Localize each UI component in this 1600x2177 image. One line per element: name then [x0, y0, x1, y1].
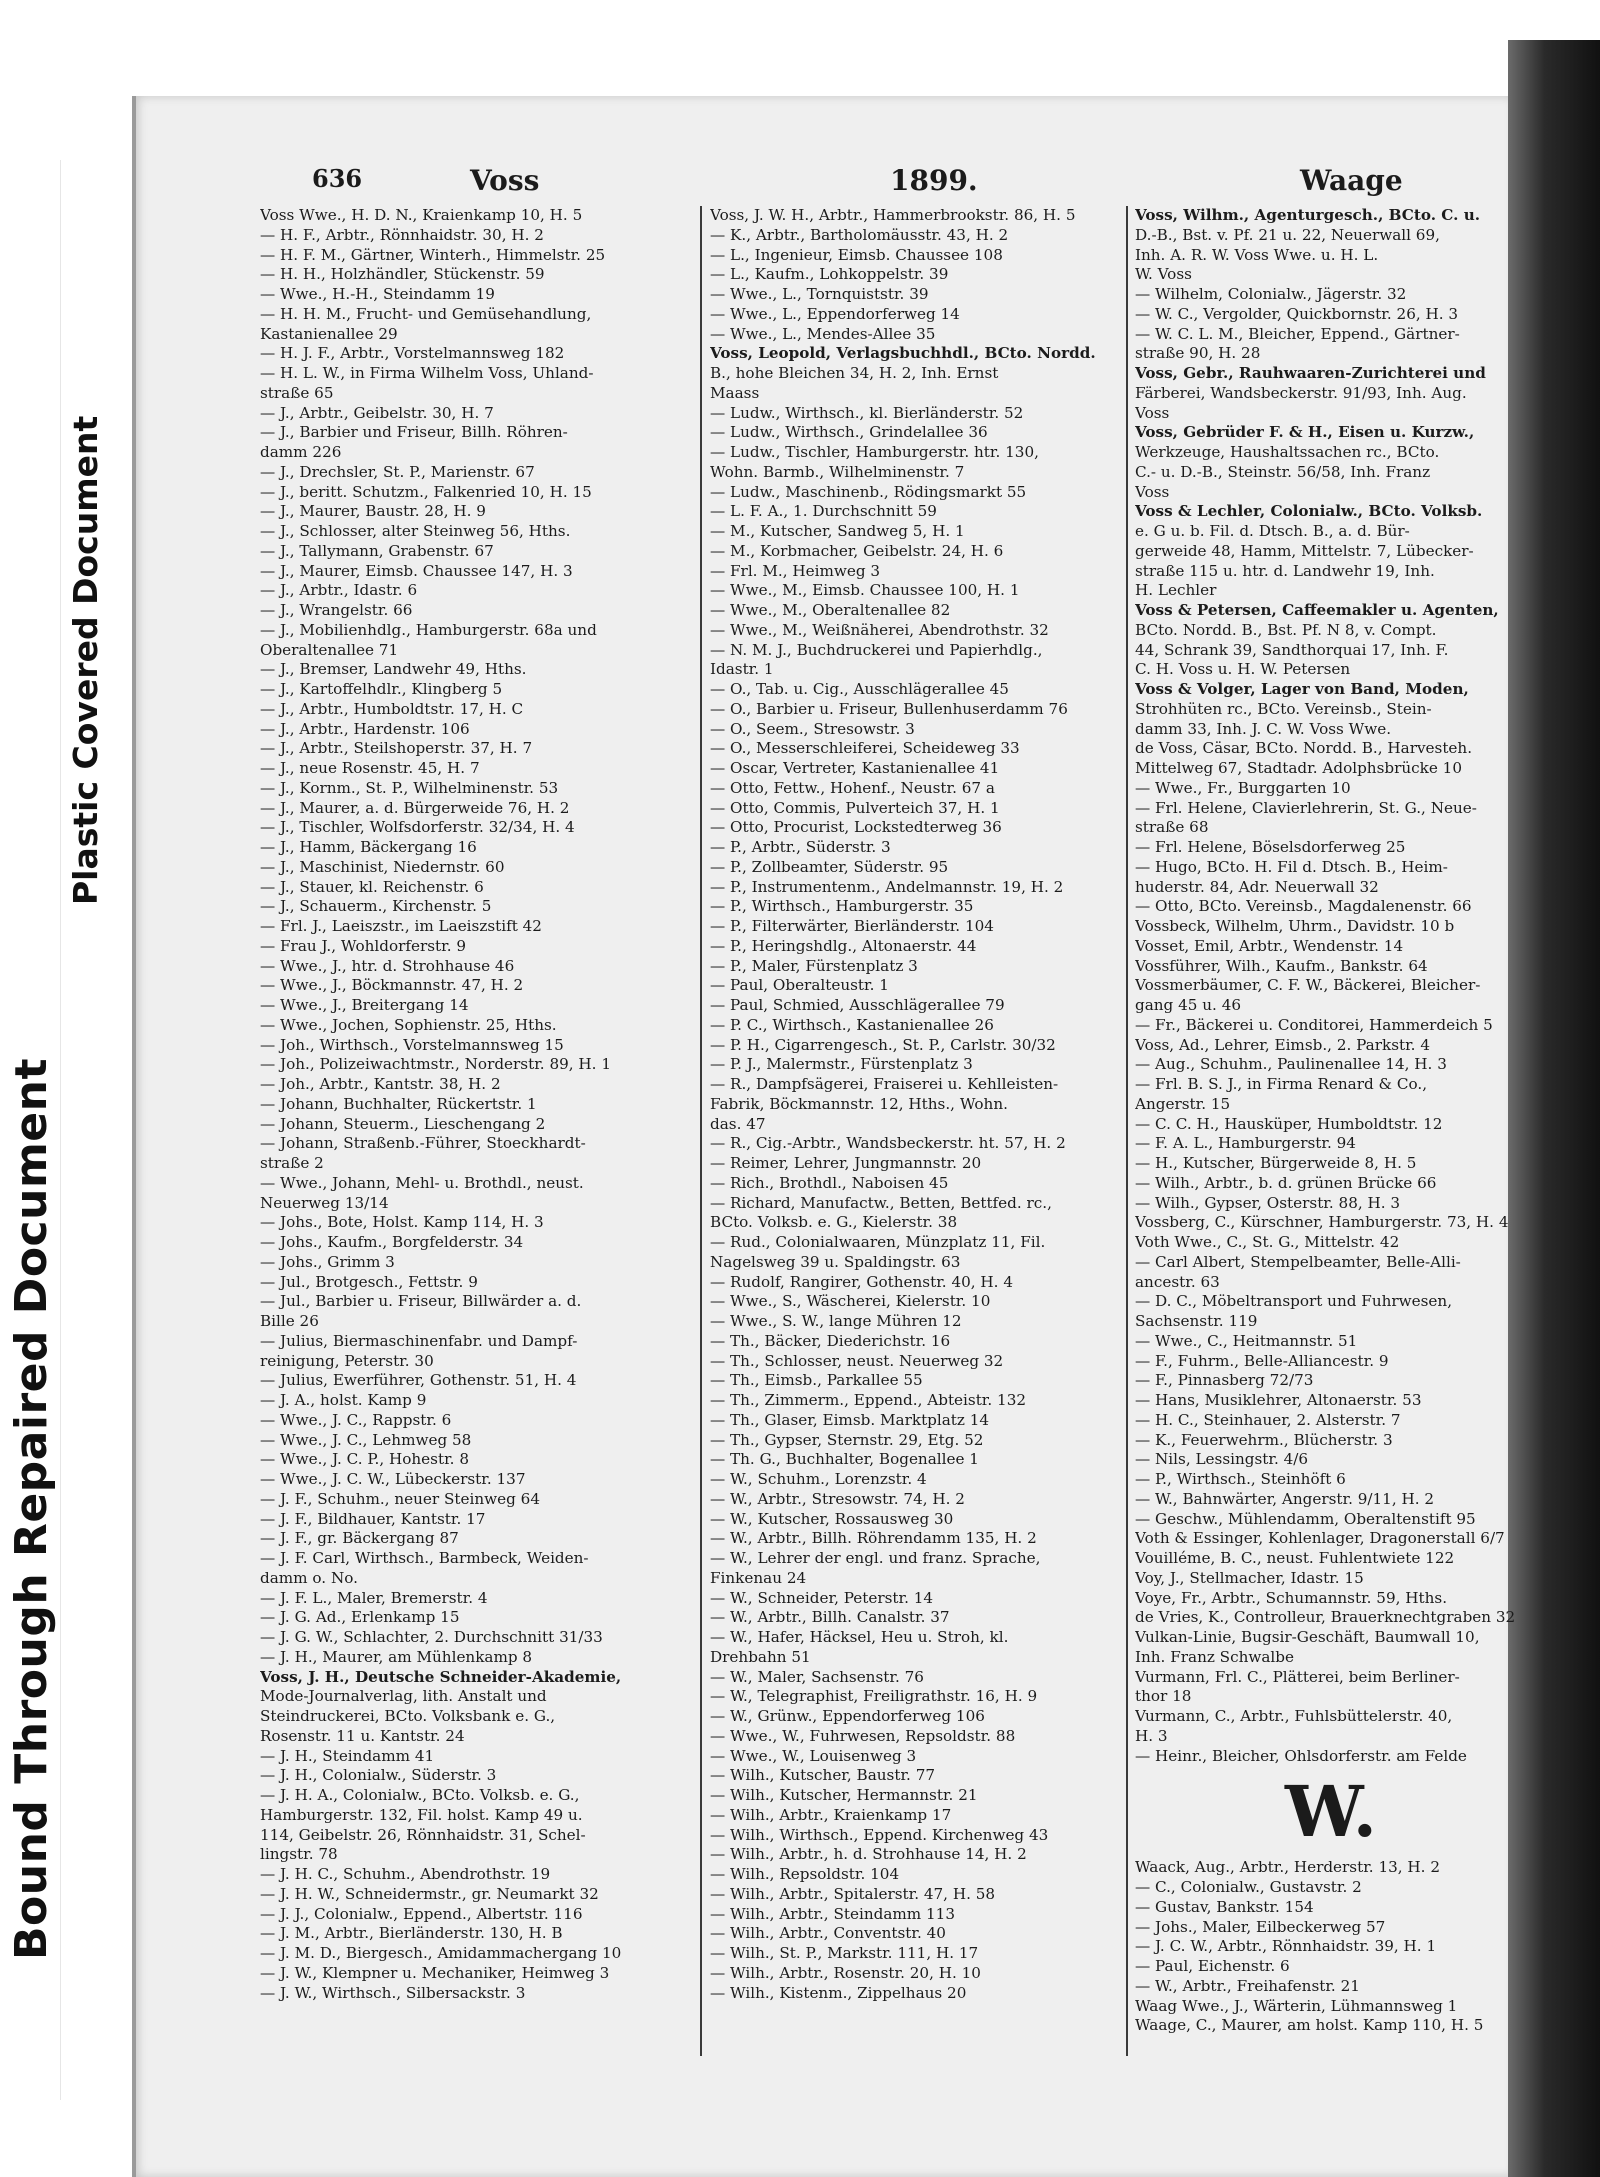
directory-entry-line: — J. F., Bildhauer, Kantstr. 17: [260, 1509, 486, 1528]
directory-entry-line: — Wwe., W., Fuhrwesen, Repsoldstr. 88: [710, 1726, 1016, 1745]
directory-entry-line: — J., Bremser, Landwehr 49, Hths.: [260, 660, 527, 679]
directory-entry-line: damm 226: [260, 443, 342, 461]
directory-entry-line: — Johs., Bote, Holst. Kamp 114, H. 3: [260, 1213, 544, 1232]
directory-entry-line: — Jul., Brotgesch., Fettstr. 9: [260, 1272, 478, 1291]
directory-entry-line: — Aug., Schuhm., Paulinenallee 14, H. 3: [1135, 1055, 1447, 1074]
directory-entry-line: — W., Kutscher, Rossausweg 30: [710, 1509, 954, 1528]
directory-column-left: [260, 206, 652, 2056]
directory-entry-line: — Joh., Polizeiwachtmstr., Norderstr. 89, H. 1: [260, 1055, 611, 1074]
directory-entry-line: — Wwe., L., Eppendorferweg 14: [710, 304, 960, 323]
directory-entry-line: — Wilh., Kutscher, Hermannstr. 21: [710, 1786, 978, 1804]
directory-entry-line: — Wwe., J. C. P., Hohestr. 8: [260, 1450, 469, 1469]
directory-entry-line: Werkzeuge, Haushaltssachen rc., BCto.: [1135, 443, 1440, 461]
directory-entry-line: — J. C. W., Arbtr., Rönnhaidstr. 39, H. 1: [1135, 1937, 1437, 1956]
directory-entry-line: — Th., Gypser, Sternstr. 29, Etg. 52: [710, 1430, 984, 1449]
directory-entry-line: — Julius, Biermaschinenfabr. und Dampf-: [260, 1331, 578, 1350]
directory-entry-line: — Wilh., Arbtr., Spitalerstr. 47, H. 58: [710, 1884, 996, 1903]
header-right-keyword: Waage: [1300, 164, 1403, 197]
directory-entry-line: — P., Wirthsch., Steinhöft 6: [1135, 1470, 1346, 1488]
directory-entry-line: straße 68: [1135, 818, 1209, 837]
directory-entry-line: BCto. Nordd. B., Bst. Pf. N 8, v. Compt.: [1135, 620, 1437, 639]
directory-entry-line: — Fr., Bäckerei u. Conditorei, Hammerdeich 5: [1135, 1015, 1493, 1034]
directory-entry-line: — J., Maschinist, Niedernstr. 60: [260, 857, 505, 876]
directory-entry-line: de Vries, K., Controlleur, Brauerknechtgraben 32: [1135, 1608, 1516, 1627]
directory-entry-line: Vossmerbäumer, C. F. W., Bäckerei, Bleicher-: [1135, 976, 1481, 995]
directory-entry-line: — Wwe., J., Breitergang 14: [260, 996, 469, 1014]
header-left-keyword: Voss: [470, 164, 540, 197]
directory-entry-line: Voss: [1135, 403, 1170, 422]
directory-entry-line: Voth Wwe., C., St. G., Mittelstr. 42: [1135, 1233, 1400, 1251]
directory-entry-line: — O., Barbier u. Friseur, Bullenhuserdamm 76: [710, 699, 1068, 718]
directory-entry-line: Drehbahn 51: [710, 1647, 811, 1666]
directory-entry-line: Färberei, Wandsbeckerstr. 91/93, Inh. Aug.: [1135, 383, 1467, 402]
directory-entry-line: — J., Arbtr., Steilshoperstr. 37, H. 7: [260, 739, 533, 758]
directory-entry-line: — R., Dampfsägerei, Fraiserei u. Kehlleisten-: [710, 1075, 1059, 1093]
directory-entry-line: — Wwe., M., Eimsb. Chaussee 100, H. 1: [710, 581, 1020, 600]
directory-entry-line: — Hugo, BCto. H. Fil d. Dtsch. B., Heim-: [1135, 857, 1448, 876]
directory-entry-line: BCto. Volksb. e. G., Kielerstr. 38: [710, 1213, 958, 1232]
directory-entry-line: — Wwe., J., htr. d. Strohhause 46: [260, 956, 515, 975]
directory-entry-line: Waack, Aug., Arbtr., Herderstr. 13, H. 2: [1135, 1858, 1440, 1877]
directory-entry-line: — J., neue Rosenstr. 45, H. 7: [260, 759, 480, 777]
directory-entry-line: — J., Schlosser, alter Steinweg 56, Hths.: [260, 522, 571, 540]
directory-entry-line: — Otto, Fettw., Hohenf., Neustr. 67 a: [710, 778, 995, 797]
directory-entry-line: — Wilh., Arbtr., Rosenstr. 20, H. 10: [710, 1963, 981, 1982]
directory-entry-line: Vossbeck, Wilhelm, Uhrm., Davidstr. 10 b: [1135, 917, 1455, 935]
directory-entry-line: Strohhüten rc., BCto. Vereinsb., Stein-: [1135, 699, 1432, 718]
directory-entry-line: straße 115 u. htr. d. Landwehr 19, Inh.: [1135, 561, 1435, 580]
directory-entry-line: Neuerweg 13/14: [260, 1193, 389, 1212]
directory-entry-line: — W., Schuhm., Lorenzstr. 4: [710, 1470, 927, 1488]
directory-entry-line: — Julius, Ewerführer, Gothenstr. 51, H. 4: [260, 1371, 577, 1390]
directory-entry-line: — M., Kutscher, Sandweg 5, H. 1: [710, 522, 965, 540]
directory-entry-line: Kastanienallee 29: [260, 324, 398, 343]
directory-entry-line: — J., Arbtr., Humboldtstr. 17, H. C: [260, 699, 524, 718]
directory-entry-line: — J., beritt. Schutzm., Falkenried 10, H. 15: [260, 482, 592, 501]
directory-entry-line: — P., Wirthsch., Hamburgerstr. 35: [710, 897, 974, 916]
directory-entry-line: — Jul., Barbier u. Friseur, Billwärder a. d.: [260, 1292, 582, 1311]
directory-entry-line: — Paul, Oberalteustr. 1: [710, 976, 889, 995]
directory-entry-line: Hamburgerstr. 132, Fil. holst. Kamp 49 u.: [260, 1805, 583, 1824]
directory-entry-line: — Th., Zimmerm., Eppend., Abteistr. 132: [710, 1391, 1027, 1409]
scanner-edge-top: [1508, 0, 1600, 40]
directory-entry-line: — Wwe., J. C. W., Lübeckerstr. 137: [260, 1470, 526, 1488]
directory-entry-line: — J. H. W., Schneidermstr., gr. Neumarkt 32: [260, 1884, 599, 1903]
directory-entry-line: e. G u. b. Fil. d. Dtsch. B., a. d. Bür-: [1135, 522, 1410, 540]
directory-entry-line: Mode-Journalverlag, lith. Anstalt und: [260, 1687, 547, 1706]
directory-entry-line: — Th., Eimsb., Parkallee 55: [710, 1371, 923, 1390]
directory-entry-line: — Frl. B. S. J., in Firma Renard & Co.,: [1135, 1075, 1428, 1093]
directory-entry-line: Steindruckerei, BCto. Volksbank e. G.,: [260, 1707, 556, 1725]
directory-entry-line: — J. F. L., Maler, Bremerstr. 4: [260, 1588, 488, 1607]
directory-entry-line: — Th., Schlosser, neust. Neuerweg 32: [710, 1351, 1004, 1370]
directory-entry-line: Bille 26: [260, 1312, 319, 1330]
directory-entry-line: — L. F. A., 1. Durchschnitt 59: [710, 502, 937, 521]
column-divider: [1126, 206, 1128, 2056]
directory-entry-line: Voss Wwe., H. D. N., Kraienkamp 10, H. 5: [260, 206, 583, 224]
directory-entry-line: Voye, Fr., Arbtr., Schumannstr. 59, Hths.: [1135, 1588, 1448, 1607]
directory-entry-line: — F., Fuhrm., Belle-Alliancestr. 9: [1135, 1351, 1389, 1370]
directory-entry-line: — Rich., Brothdl., Naboisen 45: [710, 1173, 949, 1192]
directory-entry-line: — Wilh., Arbtr., Kraienkamp 17: [710, 1805, 952, 1824]
directory-entry-line: — P., Instrumentenm., Andelmannstr. 19, H. 2: [710, 877, 1064, 896]
directory-entry-line: — Otto, Procurist, Lockstedterweg 36: [710, 818, 1002, 837]
directory-entry-line: — H., Kutscher, Bürgerweide 8, H. 5: [1135, 1154, 1417, 1172]
directory-entry-line: — J., Drechsler, St. P., Marienstr. 67: [260, 462, 535, 481]
directory-entry-line: Inh. A. R. W. Voss Wwe. u. H. L.: [1135, 245, 1379, 264]
directory-entry-line: — P., Arbtr., Süderstr. 3: [710, 838, 891, 856]
directory-entry-line: damm 33, Inh. J. C. W. Voss Wwe.: [1135, 719, 1392, 738]
directory-entry-line: Rosenstr. 11 u. Kantstr. 24: [260, 1726, 465, 1745]
directory-firm-entry: Voss, J. H., Deutsche Schneider-Akademie,: [260, 1667, 622, 1686]
directory-entry-line: — J. H. A., Colonialw., BCto. Volksb. e. G.,: [260, 1786, 580, 1804]
directory-entry-line: — Hans, Musiklehrer, Altonaerstr. 53: [1135, 1391, 1422, 1409]
directory-entry-line: — Wilh., Kistenm., Zippelhaus 20: [710, 1983, 967, 2002]
directory-entry-line: — Wwe., J. C., Rappstr. 6: [260, 1410, 452, 1429]
directory-entry-line: C.- u. D.-B., Steinstr. 56/58, Inh. Franz: [1135, 462, 1431, 481]
directory-entry-line: — Reimer, Lehrer, Jungmannstr. 20: [710, 1154, 982, 1172]
directory-entry-line: — W., Maler, Sachsenstr. 76: [710, 1667, 924, 1686]
directory-entry-line: — W., Arbtr., Freihafenstr. 21: [1135, 1976, 1360, 1995]
directory-entry-line: — Rudolf, Rangirer, Gothenstr. 40, H. 4: [710, 1272, 1013, 1291]
directory-entry-line: — P. C., Wirthsch., Kastanienallee 26: [710, 1015, 994, 1034]
directory-entry-line: — J., Mobilienhdlg., Hamburgerstr. 68a und: [260, 620, 597, 639]
directory-entry-line: — J. M. D., Biergesch., Amidammachergang 10: [260, 1944, 622, 1962]
directory-entry-line: Vurmann, C., Arbtr., Fuhlsbüttelerstr. 40,: [1135, 1707, 1453, 1725]
directory-entry-line: — Wwe., L., Mendes-Allee 35: [710, 324, 936, 343]
directory-entry-line: — J. H., Maurer, am Mühlenkamp 8: [260, 1647, 533, 1666]
directory-entry-line: — J., Kornm., St. P., Wilhelminenstr. 53: [260, 778, 559, 797]
directory-entry-line: — J., Tallymann, Grabenstr. 67: [260, 541, 494, 560]
directory-entry-line: — K., Arbtr., Bartholomäusstr. 43, H. 2: [710, 225, 1009, 244]
directory-entry-line: reinigung, Peterstr. 30: [260, 1351, 434, 1370]
directory-entry-line: H. 3: [1135, 1726, 1168, 1745]
directory-entry-line: Mittelweg 67, Stadtadr. Adolphsbrücke 10: [1135, 759, 1462, 777]
directory-entry-line: — D. C., Möbeltransport und Fuhrwesen,: [1135, 1292, 1453, 1311]
directory-entry-line: — J. H., Steindamm 41: [260, 1746, 435, 1765]
directory-entry-line: — F., Pinnasberg 72/73: [1135, 1371, 1314, 1390]
directory-entry-line: H. Lechler: [1135, 581, 1217, 600]
page-number: 636: [312, 164, 363, 193]
directory-entry-line: — Wilh., Arbtr., b. d. grünen Brücke 66: [1135, 1173, 1437, 1192]
directory-entry-line: — L., Ingenieur, Eimsb. Chaussee 108: [710, 245, 1003, 264]
directory-entry-line: — Otto, Commis, Pulverteich 37, H. 1: [710, 798, 1000, 817]
directory-entry-line: — P. H., Cigarrengesch., St. P., Carlstr. 30/32: [710, 1035, 1056, 1054]
directory-entry-line: Vossführer, Wilh., Kaufm., Bankstr. 64: [1135, 956, 1428, 975]
directory-entry-line: — J. A., holst. Kamp 9: [260, 1391, 427, 1409]
directory-entry-line: ancestr. 63: [1135, 1272, 1220, 1291]
directory-entry-line: — Ludw., Wirthsch., kl. Bierländerstr. 52: [710, 403, 1024, 422]
directory-entry-line: — J. W., Wirthsch., Silbersackstr. 3: [260, 1983, 526, 2002]
directory-entry-line: — H. J. F., Arbtr., Vorstelmannsweg 182: [260, 344, 565, 363]
directory-entry-line: thor 18: [1135, 1687, 1192, 1706]
directory-entry-line: — J., Arbtr., Idastr. 6: [260, 581, 418, 600]
directory-entry-line: — J., Maurer, a. d. Bürgerweide 76, H. 2: [260, 798, 570, 817]
directory-entry-line: Voth & Essinger, Kohlenlager, Dragonerstall 6/7: [1135, 1529, 1505, 1548]
directory-entry-line: — Frl. J., Laeiszstr., im Laeiszstift 42: [260, 917, 542, 935]
directory-entry-line: — Johann, Steuerm., Lieschengang 2: [260, 1114, 546, 1133]
directory-entry-line: — Wwe., S. W., lange Mühren 12: [710, 1312, 962, 1330]
directory-entry-line: — J. G. W., Schlachter, 2. Durchschnitt 31/33: [260, 1628, 603, 1646]
directory-column-middle: [710, 206, 1102, 2056]
directory-entry-line: — Johs., Grimm 3: [260, 1252, 395, 1271]
directory-entry-line: — Th., Bäcker, Diederichstr. 16: [710, 1331, 951, 1350]
directory-entry-line: — J., Arbtr., Hardenstr. 106: [260, 719, 470, 738]
directory-entry-line: — Wwe., Jochen, Sophienstr. 25, Hths.: [260, 1015, 557, 1034]
directory-firm-entry: Voss, Gebr., Rauhwaaren-Zurichterei und: [1135, 364, 1486, 382]
directory-entry-line: — Th., Glaser, Eimsb. Marktplatz 14: [710, 1410, 990, 1429]
directory-entry-line: — Paul, Schmied, Ausschlägerallee 79: [710, 996, 1005, 1014]
directory-entry-line: — Wilh., Arbtr., h. d. Strohhause 14, H. 2: [710, 1845, 1027, 1864]
directory-entry-line: Vosset, Emil, Arbtr., Wendenstr. 14: [1135, 936, 1404, 955]
directory-entry-line: Fabrik, Böckmannstr. 12, Hths., Wohn.: [710, 1094, 1008, 1113]
directory-entry-line: B., hohe Bleichen 34, H. 2, Inh. Ernst: [710, 364, 999, 382]
directory-entry-line: — C., Colonialw., Gustavstr. 2: [1135, 1878, 1362, 1896]
directory-entry-line: — Wwe., W., Louisenweg 3: [710, 1746, 917, 1765]
directory-entry-line: — Wwe., S., Wäscherei, Kielerstr. 10: [710, 1292, 991, 1311]
directory-entry-line: — Wwe., M., Weißnäherei, Abendrothstr. 32: [710, 620, 1049, 639]
directory-entry-line: — Nils, Lessingstr. 4/6: [1135, 1450, 1309, 1469]
directory-entry-line: Wohn. Barmb., Wilhelminenstr. 7: [710, 462, 965, 481]
directory-entry-line: gang 45 u. 46: [1135, 996, 1242, 1014]
directory-entry-line: — Wwe., J., Böckmannstr. 47, H. 2: [260, 976, 524, 995]
directory-entry-line: straße 2: [260, 1154, 324, 1172]
directory-entry-line: — Gustav, Bankstr. 154: [1135, 1897, 1314, 1916]
directory-entry-line: — J. M., Arbtr., Bierländerstr. 130, H. B: [260, 1924, 563, 1943]
directory-column-right: [1135, 206, 1527, 2056]
directory-entry-line: — Richard, Manufactw., Betten, Bettfed. rc.,: [710, 1193, 1052, 1212]
directory-entry-line: — Wilh., St. P., Markstr. 111, H. 17: [710, 1944, 979, 1962]
directory-entry-line: — Frl. Helene, Clavierlehrerin, St. G., Neue-: [1135, 798, 1477, 817]
directory-entry-line: — J., Tischler, Wolfsdorferstr. 32/34, H. 4: [260, 818, 575, 837]
directory-entry-line: — W., Arbtr., Billh. Röhrendamm 135, H. 2: [710, 1529, 1037, 1548]
directory-entry-line: lingstr. 78: [260, 1845, 338, 1864]
directory-entry-line: — Heinr., Bleicher, Ohlsdorferstr. am Felde: [1135, 1746, 1467, 1765]
directory-entry-line: — J., Barbier und Friseur, Billh. Röhren-: [260, 423, 568, 442]
directory-entry-line: — Wilh., Arbtr., Steindamm 113: [710, 1904, 955, 1923]
directory-entry-line: — P., Heringshdlg., Altonaerstr. 44: [710, 936, 977, 955]
directory-entry-line: — P., Maler, Fürstenplatz 3: [710, 956, 918, 975]
directory-firm-entry: Voss, Wilhm., Agenturgesch., BCto. C. u.: [1135, 206, 1481, 224]
directory-entry-line: — Th. G., Buchhalter, Bogenallee 1: [710, 1450, 979, 1469]
directory-firm-entry: Voss & Lechler, Colonialw., BCto. Volksb.: [1135, 502, 1483, 521]
directory-entry-line: — H. H., Holzhändler, Stückenstr. 59: [260, 265, 545, 284]
directory-entry-line: — J., Maurer, Eimsb. Chaussee 147, H. 3: [260, 561, 573, 580]
directory-entry-line: — W., Arbtr., Stresowstr. 74, H. 2: [710, 1489, 965, 1508]
directory-entry-line: — H. F., Arbtr., Rönnhaidstr. 30, H. 2: [260, 225, 544, 244]
directory-entry-line: — Wwe., M., Oberaltenallee 82: [710, 601, 951, 619]
directory-entry-line: Voss: [1135, 482, 1170, 501]
directory-entry-line: — Ludw., Wirthsch., Grindelallee 36: [710, 423, 988, 442]
directory-entry-line: Vulkan-Linie, Bugsir-Geschäft, Baumwall 10,: [1135, 1628, 1480, 1646]
directory-entry-line: — J., Hamm, Bäckergang 16: [260, 838, 477, 856]
directory-entry-line: — Ludw., Tischler, Hamburgerstr. htr. 130,: [710, 443, 1039, 461]
directory-entry-line: — P., Filterwärter, Bierländerstr. 104: [710, 917, 994, 935]
directory-entry-line: — J. G. Ad., Erlenkamp 15: [260, 1608, 460, 1627]
directory-firm-entry: Voss & Petersen, Caffeemakler u. Agenten,: [1135, 601, 1499, 619]
directory-entry-line: — J., Maurer, Baustr. 28, H. 9: [260, 502, 486, 521]
directory-entry-line: gerweide 48, Hamm, Mittelstr. 7, Lübecker-: [1135, 541, 1474, 560]
directory-entry-line: straße 90, H. 28: [1135, 344, 1261, 363]
directory-entry-line: Voss, Ad., Lehrer, Eimsb., 2. Parkstr. 4: [1135, 1035, 1431, 1054]
directory-entry-line: — F. A. L., Hamburgerstr. 94: [1135, 1134, 1356, 1153]
directory-entry-line: Idastr. 1: [710, 660, 774, 679]
directory-entry-line: straße 65: [260, 383, 334, 402]
directory-entry-line: — W. C., Vergolder, Quickbornstr. 26, H. 3: [1135, 304, 1459, 323]
directory-entry-line: — O., Seem., Stresowstr. 3: [710, 719, 915, 738]
directory-entry-line: D.-B., Bst. v. Pf. 21 u. 22, Neuerwall 69,: [1135, 225, 1440, 244]
directory-entry-line: — K., Feuerwehrm., Blücherstr. 3: [1135, 1430, 1393, 1449]
directory-entry-line: — Joh., Wirthsch., Vorstelmannsweg 15: [260, 1035, 564, 1054]
directory-entry-line: — J., Wrangelstr. 66: [260, 601, 413, 619]
directory-entry-line: — J. H., Colonialw., Süderstr. 3: [260, 1766, 497, 1785]
directory-entry-line: — Johann, Straßenb.-Führer, Stoeckhardt-: [260, 1134, 586, 1153]
directory-entry-line: — M., Korbmacher, Geibelstr. 24, H. 6: [710, 541, 1004, 560]
section-letter-heading: W.: [1284, 1770, 1378, 1854]
directory-entry-line: Vouilléme, B. C., neust. Fuhlentwiete 122: [1135, 1549, 1455, 1567]
directory-entry-line: Vurmann, Frl. C., Plätterei, beim Berliner-: [1135, 1667, 1460, 1686]
directory-entry-line: — J., Stauer, kl. Reichenstr. 6: [260, 877, 484, 896]
directory-entry-line: Voy, J., Stellmacher, Idastr. 15: [1135, 1568, 1364, 1587]
directory-entry-line: — W., Lehrer der engl. und franz. Sprache,: [710, 1549, 1041, 1567]
directory-entry-line: Voss, J. W. H., Arbtr., Hammerbrookstr. 86, H. 5: [710, 206, 1076, 224]
directory-entry-line: — W., Bahnwärter, Angerstr. 9/11, H. 2: [1135, 1489, 1435, 1508]
directory-entry-line: — Oscar, Vertreter, Kastanienallee 41: [710, 759, 1000, 777]
directory-entry-line: — H. L. W., in Firma Wilhelm Voss, Uhland-: [260, 364, 594, 382]
directory-entry-line: — O., Messerschleiferei, Scheideweg 33: [710, 739, 1020, 758]
directory-entry-line: Oberaltenallee 71: [260, 640, 399, 659]
directory-entry-line: Finkenau 24: [710, 1568, 807, 1587]
directory-entry-line: — J. F., Schuhm., neuer Steinweg 64: [260, 1489, 540, 1508]
directory-entry-line: — Frl. Helene, Böselsdorferweg 25: [1135, 838, 1406, 856]
directory-entry-line: — Wwe., Johann, Mehl- u. Brothdl., neust.: [260, 1173, 584, 1192]
directory-firm-entry: Voss, Leopold, Verlagsbuchhdl., BCto. Nordd.: [710, 344, 1096, 363]
directory-entry-line: — C. C. H., Hausküper, Humboldtstr. 12: [1135, 1114, 1443, 1133]
directory-entry-line: — Rud., Colonialwaaren, Münzplatz 11, Fil.: [710, 1233, 1046, 1251]
directory-entry-line: Inh. Franz Schwalbe: [1135, 1647, 1294, 1666]
directory-entry-line: — Wwe., Fr., Burggarten 10: [1135, 778, 1351, 797]
header-year: 1899.: [890, 164, 978, 197]
directory-entry-line: — O., Tab. u. Cig., Ausschlägerallee 45: [710, 680, 1009, 698]
directory-entry-line: — W., Arbtr., Billh. Canalstr. 37: [710, 1608, 950, 1627]
directory-entry-line: W. Voss: [1135, 265, 1192, 284]
directory-entry-line: Waage, C., Maurer, am holst. Kamp 110, H. 5: [1135, 2016, 1484, 2035]
directory-entry-line: — Otto, BCto. Vereinsb., Magdalenenstr. 66: [1135, 897, 1472, 916]
directory-entry-line: — Wilh., Kutscher, Baustr. 77: [710, 1766, 936, 1785]
directory-entry-line: — Wilh., Wirthsch., Eppend. Kirchenweg 43: [710, 1825, 1049, 1844]
directory-entry-line: — H. F. M., Gärtner, Winterh., Himmelstr. 25: [260, 245, 606, 264]
directory-entry-line: huderstr. 84, Adr. Neuerwall 32: [1135, 877, 1379, 896]
directory-entry-line: Sachsenstr. 119: [1135, 1312, 1258, 1330]
directory-firm-entry: Voss, Gebrüder F. & H., Eisen u. Kurzw.,: [1135, 423, 1475, 442]
directory-entry-line: — H. H. M., Frucht- und Gemüsehandlung,: [260, 304, 592, 323]
directory-entry-line: — P., Zollbeamter, Süderstr. 95: [710, 857, 949, 876]
directory-entry-line: — W., Grünw., Eppendorferweg 106: [710, 1707, 985, 1725]
directory-entry-line: 44, Schrank 39, Sandthorquai 17, Inh. F.: [1135, 640, 1449, 659]
directory-entry-line: — J. F., gr. Bäckergang 87: [260, 1529, 459, 1548]
directory-firm-entry: Voss & Volger, Lager von Band, Moden,: [1135, 680, 1469, 698]
directory-entry-line: 114, Geibelstr. 26, Rönnhaidstr. 31, Schel-: [260, 1825, 586, 1844]
directory-entry-line: C. H. Voss u. H. W. Petersen: [1135, 660, 1351, 679]
directory-entry-line: — Geschw., Mühlendamm, Oberaltenstift 95: [1135, 1509, 1476, 1528]
directory-entry-line: — Carl Albert, Stempelbeamter, Belle-Alli-: [1135, 1252, 1461, 1271]
directory-entry-line: — Wwe., H.-H., Steindamm 19: [260, 285, 495, 303]
directory-entry-line: — Wilh., Arbtr., Conventstr. 40: [710, 1924, 946, 1943]
directory-entry-line: — J., Kartoffelhdlr., Klingberg 5: [260, 680, 503, 698]
directory-entry-line: — R., Cig.-Arbtr., Wandsbeckerstr. ht. 57, H. 2: [710, 1134, 1066, 1153]
directory-entry-line: damm o. No.: [260, 1568, 358, 1587]
directory-entry-line: — Wilh., Gypser, Osterstr. 88, H. 3: [1135, 1193, 1401, 1212]
directory-entry-line: — Johann, Buchhalter, Rückertstr. 1: [260, 1094, 537, 1113]
directory-entry-line: — Joh., Arbtr., Kantstr. 38, H. 2: [260, 1075, 501, 1093]
directory-entry-line: — Frl. M., Heimweg 3: [710, 561, 881, 580]
directory-entry-line: — Johs., Kaufm., Borgfelderstr. 34: [260, 1233, 524, 1251]
directory-entry-line: — Wilhelm, Colonialw., Jägerstr. 32: [1135, 285, 1407, 303]
directory-entry-line: — Johs., Maler, Eilbeckerweg 57: [1135, 1917, 1386, 1936]
stamp-plastic-covered: Plastic Covered Document: [66, 415, 105, 905]
directory-entry-line: — J. H. C., Schuhm., Abendrothstr. 19: [260, 1865, 551, 1883]
directory-entry-line: — J., Arbtr., Geibelstr. 30, H. 7: [260, 403, 494, 422]
directory-entry-line: — J., Schauerm., Kirchenstr. 5: [260, 897, 492, 916]
directory-entry-line: — W., Telegraphist, Freiligrathstr. 16, H. 9: [710, 1687, 1038, 1706]
directory-entry-line: das. 47: [710, 1114, 766, 1133]
directory-entry-line: — Paul, Eichenstr. 6: [1135, 1957, 1290, 1975]
page-binding-edge: [132, 96, 136, 2177]
directory-entry-line: — W., Schneider, Peterstr. 14: [710, 1588, 934, 1607]
directory-entry-line: — L., Kaufm., Lohkoppelstr. 39: [710, 265, 949, 284]
directory-entry-line: — P. J., Malermstr., Fürstenplatz 3: [710, 1055, 973, 1074]
directory-entry-line: de Voss, Cäsar, BCto. Nordd. B., Harvesteh.: [1135, 739, 1473, 758]
directory-entry-line: — Wwe., L., Tornquiststr. 39: [710, 285, 929, 303]
directory-entry-line: — H. C., Steinhauer, 2. Alsterstr. 7: [1135, 1410, 1401, 1429]
directory-entry-line: — J. F. Carl, Wirthsch., Barmbeck, Weiden-: [260, 1549, 589, 1567]
directory-entry-line: — Frau J., Wohldorferstr. 9: [260, 936, 467, 955]
directory-entry-line: — J. J., Colonialw., Eppend., Albertstr. 116: [260, 1904, 583, 1923]
directory-entry-line: — N. M. J., Buchdruckerei und Papierhdlg.,: [710, 640, 1043, 659]
directory-entry-line: Vossberg, C., Kürschner, Hamburgerstr. 73, H. 4: [1135, 1213, 1509, 1232]
directory-entry-line: — Wwe., J. C., Lehmweg 58: [260, 1430, 472, 1449]
directory-entry-line: — Ludw., Maschinenb., Rödingsmarkt 55: [710, 482, 1027, 501]
directory-entry-line: — W., Hafer, Häcksel, Heu u. Stroh, kl.: [710, 1628, 1009, 1646]
directory-entry-line: — W. C. L. M., Bleicher, Eppend., Gärtner-: [1135, 324, 1460, 343]
directory-entry-line: Angerstr. 15: [1135, 1094, 1231, 1113]
column-divider: [700, 206, 702, 2056]
directory-entry-line: — Wilh., Repsoldstr. 104: [710, 1865, 900, 1883]
directory-entry-line: Waag Wwe., J., Wärterin, Lühmannsweg 1: [1135, 1996, 1458, 2015]
directory-entry-line: — Wwe., C., Heitmannstr. 51: [1135, 1331, 1358, 1350]
directory-entry-line: Nagelsweg 39 u. Spaldingstr. 63: [710, 1252, 961, 1271]
directory-entry-line: — J. W., Klempner u. Mechaniker, Heimweg 3: [260, 1963, 610, 1982]
stamp-repaired-document: Bound Through Repaired Document: [6, 1057, 57, 1960]
directory-entry-line: Maass: [710, 383, 760, 402]
